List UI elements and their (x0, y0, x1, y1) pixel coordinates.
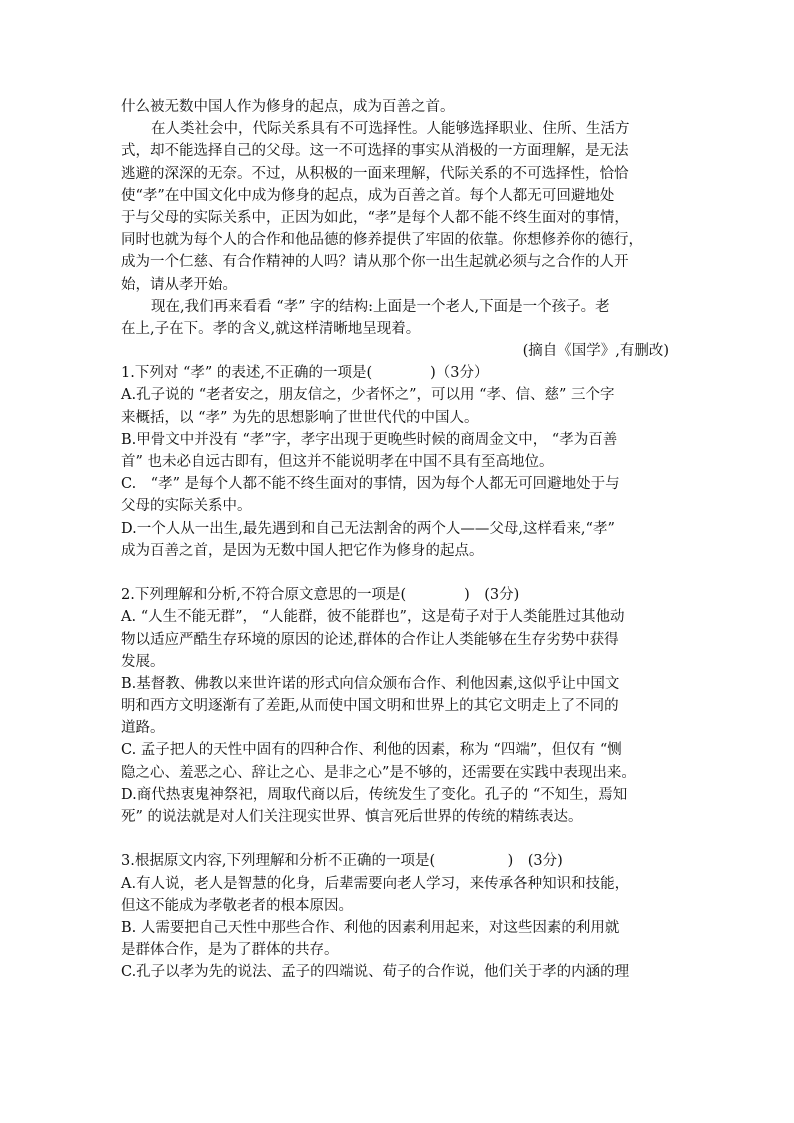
text-line: 死” 的说法就是对人们关注现实世界、慎言死后世界的传统的精练表达。 (121, 809, 583, 825)
text-line: 同时也就为每个人的合作和他品德的修养提供了牢固的依靠。你想修养你的德行， (121, 232, 643, 249)
text-line: 但这不能成为孝敬老者的根本原因。 (121, 897, 353, 914)
blank-line (121, 828, 677, 850)
text-line: 隐之心、羞恶之心、辞让之心、是非之心”是不够的，还需要在实践中表现出来。 (121, 764, 636, 781)
text-line: 3.根据原文内容,下列理解和分析不正确的一项是( ) (3分) (121, 853, 563, 870)
text-line: 是群体合作，是为了群体的共存。 (121, 942, 339, 959)
text-line: C. 孟子把人的天性中固有的四种合作、利他的因素，称为 “四端”，但仅有 “恻 (121, 742, 622, 759)
text-line: 物以适应严酷生存环境的原因的论述,群体的合作让人类能够在生存劣势中获得 (121, 631, 619, 648)
text-line: 成为百善之首，是因为无数中国人把它作为修身的起点。 (121, 542, 484, 559)
text-line: (摘自《国学》,有删改) (522, 343, 669, 360)
text-line: 成为一个仁慈、有合作精神的人吗？请从那个你一出生起就必须与之合作的人开 (121, 254, 629, 271)
text-line: 2.下列理解和分析,不符合原文意思的一项是( ) (3分) (121, 587, 520, 604)
text-line: 使“孝”在中国文化中成为修身的起点，成为百善之首。每个人都无可回避地处 (121, 187, 615, 204)
text-line: 道路。 (121, 720, 165, 737)
document-page (121, 96, 677, 984)
text-line: B. 人需要把自己天性中那些合作、利他的因素利用起来，对这些因素的利用就 (121, 919, 620, 936)
text-line: 什么被无数中国人作为修身的起点，成为百善之首。 (121, 99, 455, 115)
text-line: 在人类社会中，代际关系具有不可选择性。人能够选择职业、住所、生活方 (151, 121, 630, 138)
text-line: 来概括，以 “孝” 为先的思想影响了世世代代的中国人。 (121, 409, 479, 426)
text-line: 发展。 (121, 653, 165, 670)
text-line: 式，却不能选择自己的父母。这一不可选择的事实从消极的一方面理解，是无法 (121, 143, 629, 160)
text-line: 现在,我们再来看看 “孝” 字的结构:上面是一个老人,下面是一个孩子。老 (151, 298, 610, 315)
text-line: C.孔子以孝为先的说法、孟子的四端说、荀子的合作说，他们关于孝的内涵的理 (121, 964, 630, 981)
text-line: C. “孝” 是每个人都不能不终生面对的事情，因为每个人都无可回避地处于与 (121, 476, 620, 493)
text-line: D.一个人从一出生,最先遇到和自己无法割舍的两个人——父母,这样看来,“孝” (121, 520, 615, 537)
text-line: A. “人生不能无群”， “人能群，彼不能群也”，这是荀子对于人类能胜过其他动 (121, 609, 625, 626)
text-line: 始，请从孝开始。 (121, 276, 237, 293)
text-line: A.有人说，老人是智慧的化身，后辈需要向老人学习，来传承各种知识和技能， (121, 875, 630, 892)
text-line: 1.下列对 “孝” 的表述,不正确的一项是( )（3分） (121, 365, 489, 382)
text-line: 逃避的深深的无奈。不过，从积极的一面来理解，代际关系的不可选择性，恰恰 (121, 165, 629, 182)
text-line: 父母的实际关系中。 (121, 498, 252, 515)
text-line: 首” 也未必自远古即有，但这并不能说明孝在中国不具有至高地位。 (121, 454, 554, 470)
text-line: D.商代热衷鬼神祭祀，周取代商以后，传统发生了变化。孔子的 “不知生，焉知 (121, 786, 628, 803)
text-line: A.孔子说的 “老者安之，朋友信之，少者怀之”，可以用 “孝、信、慈” 三个字 (121, 387, 615, 404)
text-line: 在上,子在下。孝的含义,就这样清晰地呈现着。 (121, 320, 421, 337)
text-line: B.甲骨文中并没有 “孝”字，孝字出现于更晚些时候的商周金文中， “孝为百善 (121, 431, 618, 448)
text-line: 明和西方文明逐渐有了差距,从而使中国文明和世界上的其它文明走上了不同的 (121, 698, 619, 715)
text-line: B.基督教、佛教以来世许诺的形式向信众颁布合作、利他因素,这似乎让中国文 (121, 675, 620, 692)
text-line: 于与父母的实际关系中，正因为如此，“孝”是每个人都不能不终生面对的事情， (121, 209, 629, 226)
blank-line (121, 562, 677, 584)
